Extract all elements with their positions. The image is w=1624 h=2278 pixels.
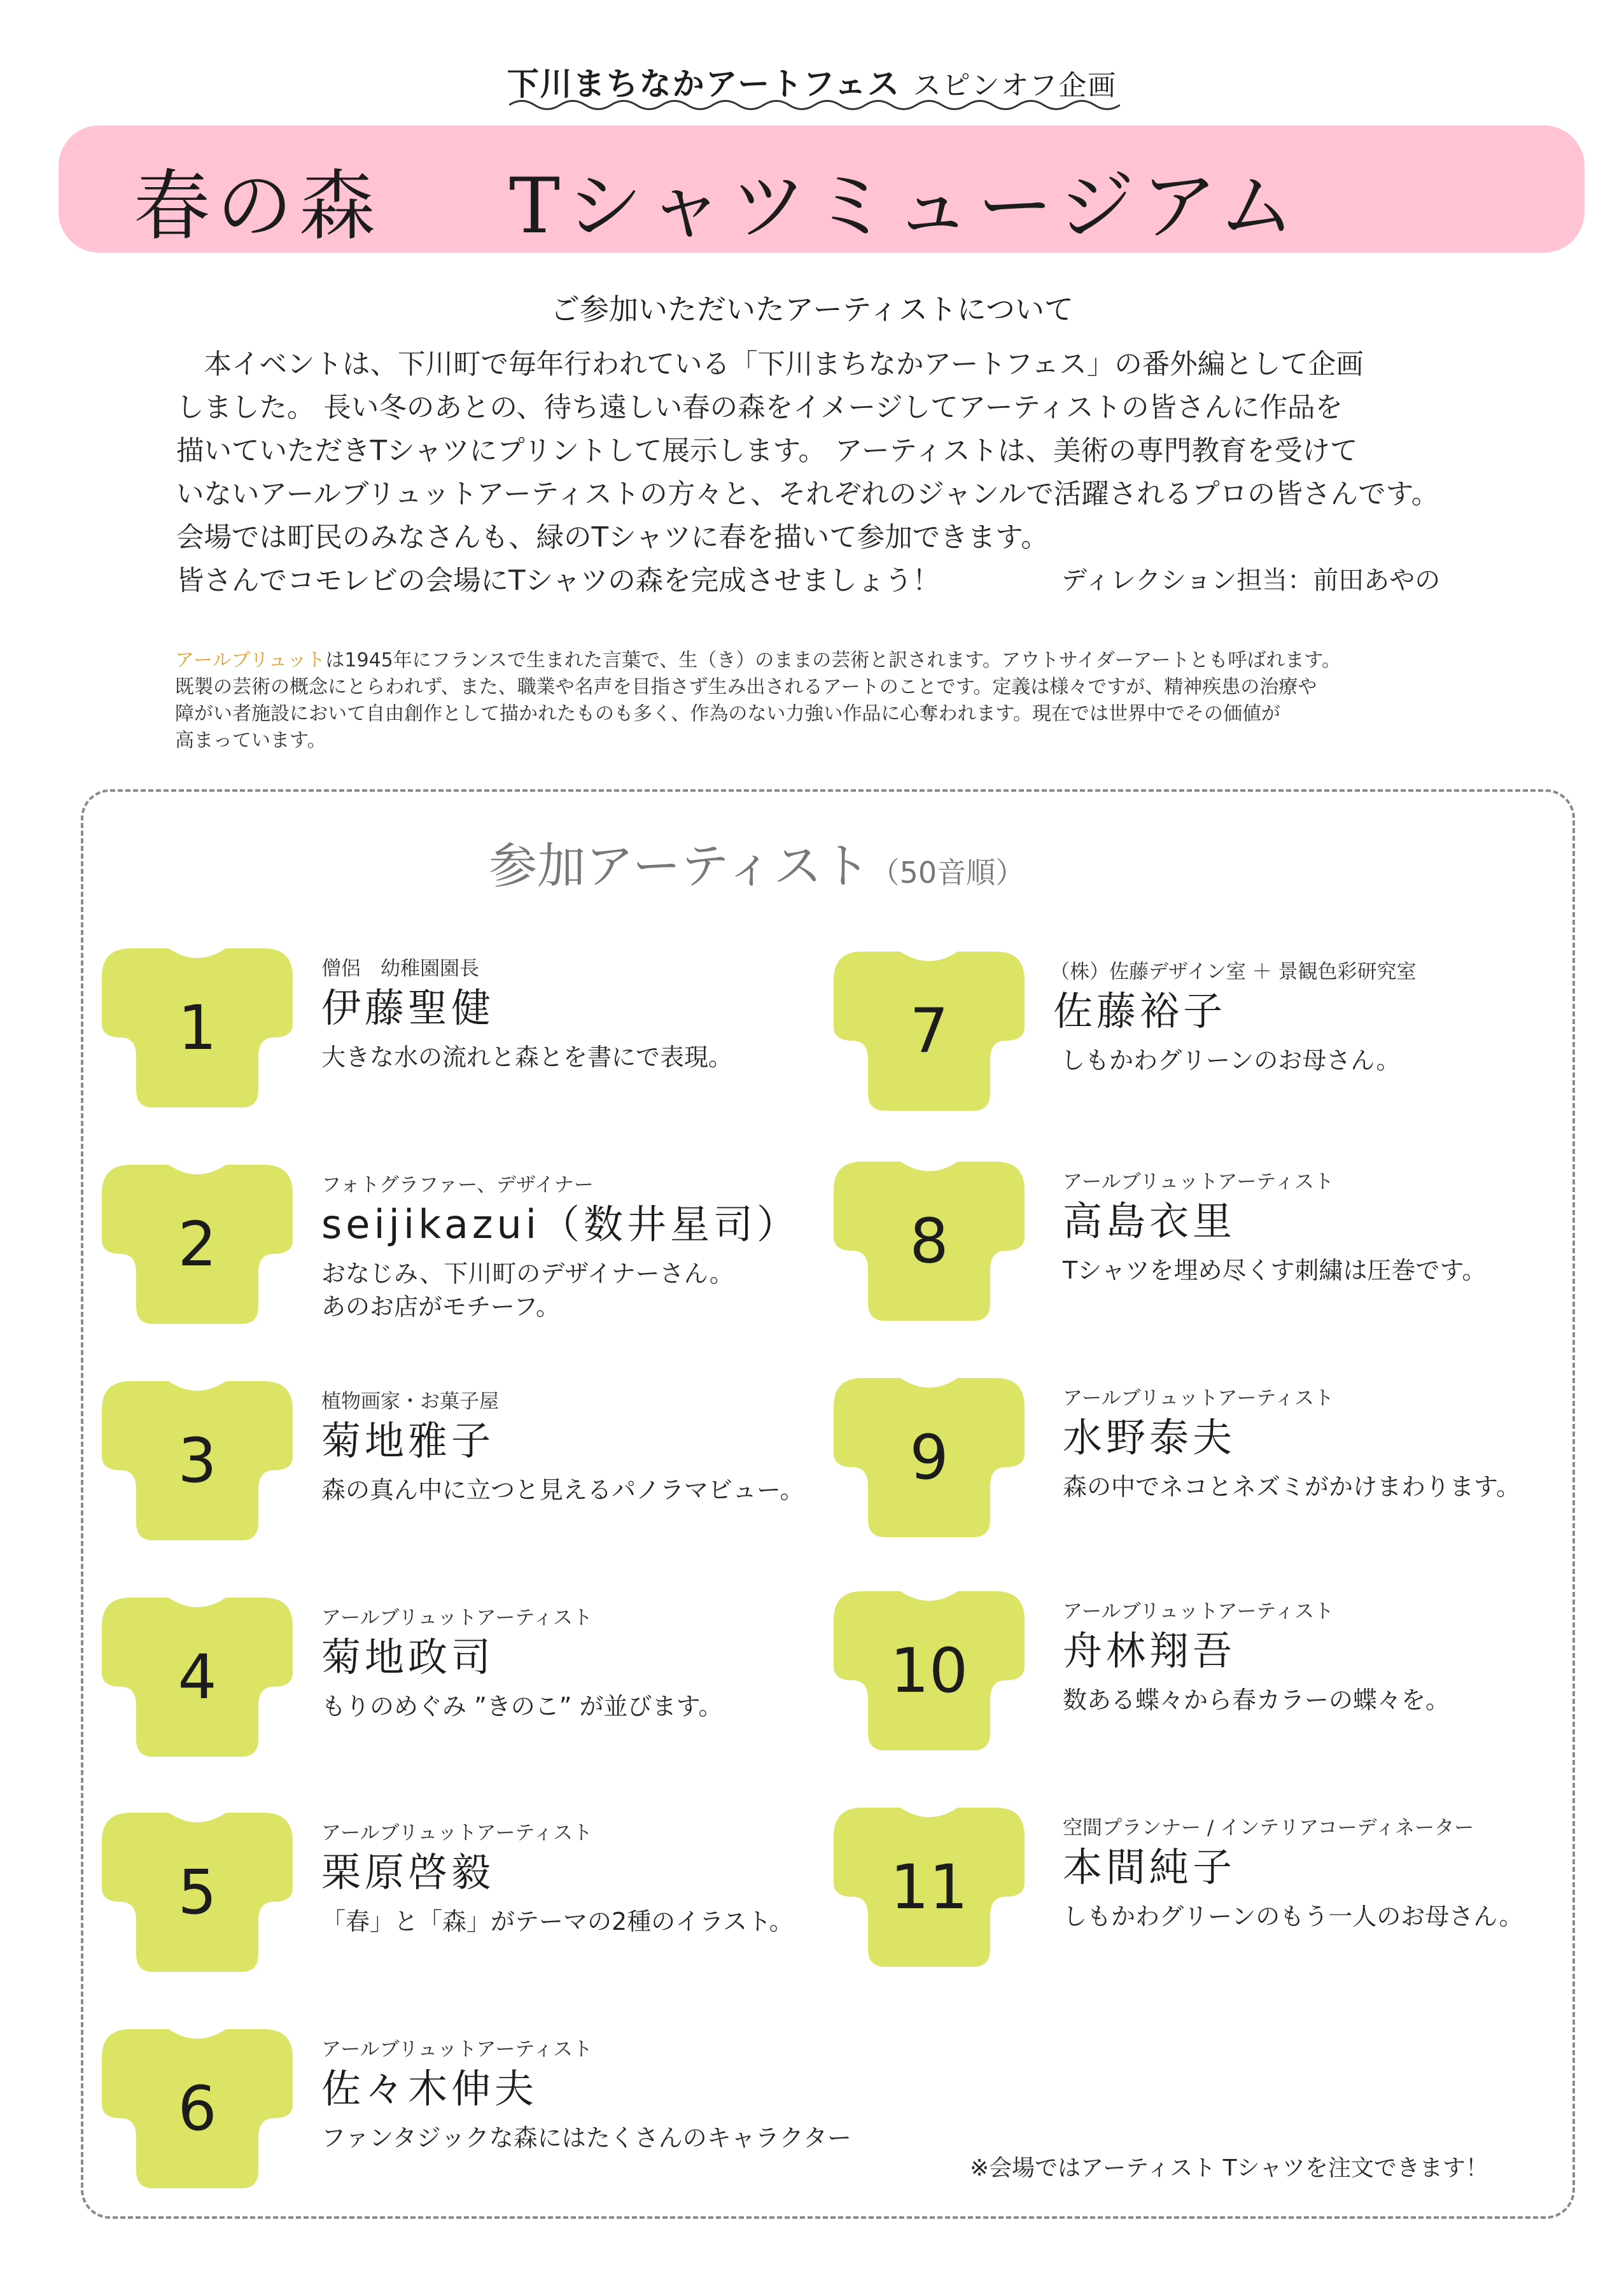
art-brut-note-line: 障がい者施設において自由創作として描かれたものも多く、作為のない力強い作品に心奪われます。現在では世界中でその価値が bbox=[175, 703, 1280, 725]
artist-entry bbox=[834, 1808, 1565, 2011]
artist-entry bbox=[834, 1162, 1565, 1365]
tshirt-icon bbox=[102, 1165, 293, 1324]
artist-entry bbox=[102, 2029, 851, 2233]
main-title-left: 春の森 bbox=[134, 162, 382, 251]
artist-description: 「春」と「森」がテーマの2種のイラスト。 bbox=[321, 1908, 794, 1936]
artist-entry bbox=[834, 1591, 1565, 1795]
artist-description: 森の中でネコとネズミがかけまわります。 bbox=[1063, 1473, 1520, 1501]
art-brut-highlight: アールブリュット bbox=[175, 649, 326, 671]
tshirt-icon bbox=[834, 1162, 1025, 1321]
intro-line: 本イベントは、下川町で毎年行われている「下川まちなかアートフェス」の番外編として企画 bbox=[176, 349, 1364, 381]
artist-description: 大きな水の流れと森とを書にで表現。 bbox=[321, 1043, 733, 1071]
tshirt-icon bbox=[102, 2029, 293, 2188]
main-title bbox=[134, 145, 1301, 255]
artist-description: Tシャツを埋め尽くす刺繍は圧巻です。 bbox=[1063, 1256, 1487, 1284]
artist-name: 高島衣里 bbox=[1063, 1198, 1236, 1244]
artist-name: 水野泰夫 bbox=[1063, 1414, 1236, 1461]
tshirt-icon bbox=[834, 952, 1025, 1111]
artists-heading bbox=[489, 827, 1025, 897]
artist-description: もりのめぐみ ”きのこ” が並びます。 bbox=[321, 1692, 723, 1720]
artist-description: しもかわグリーンのもう一人のお母さん。 bbox=[1063, 1902, 1523, 1930]
artist-role: アールブリュットアーティスト bbox=[321, 1607, 592, 1629]
tshirt-icon bbox=[102, 1813, 293, 1972]
artist-role: 僧侶 幼稚園園長 bbox=[321, 957, 479, 980]
artist-role: アールブリュットアーティスト bbox=[321, 2038, 592, 2061]
artist-number: 10 bbox=[890, 1635, 969, 1706]
artist-entry bbox=[834, 952, 1565, 1155]
artist-entry bbox=[102, 1381, 834, 1585]
tshirt-icon bbox=[834, 1378, 1025, 1537]
artist-number: 1 bbox=[178, 992, 217, 1064]
art-brut-note-line: 高まっています。 bbox=[175, 729, 326, 752]
art-brut-note-line: 既製の芸術の概念にとらわれず、また、職業や名声を目指さず生み出されるアートのことです。定義は様々ですが、精神疾患の治療や bbox=[175, 676, 1317, 698]
order-note: ※会場ではアーティスト Tシャツを注文できます！ bbox=[970, 2155, 1488, 2181]
artist-name: 舟林翔吾 bbox=[1063, 1628, 1236, 1674]
artist-entry bbox=[834, 1378, 1565, 1582]
artist-number: 7 bbox=[909, 995, 949, 1067]
tshirt-icon bbox=[102, 948, 293, 1107]
artist-number: 2 bbox=[178, 1209, 217, 1280]
intro-line: 描いていただきTシャツにプリントして展示します。 アーティストは、美術の専門教育を受けて bbox=[176, 435, 1358, 467]
intro-line: いないアールブリュットアーティストの方々と、それぞれのジャンルで活躍されるプロの皆さんです。 bbox=[176, 479, 1439, 510]
tshirt-icon bbox=[834, 1591, 1025, 1750]
eyebrow-main: 下川まちなかアートフェス bbox=[507, 66, 901, 102]
artist-description: しもかわグリーンのお母さん。 bbox=[1061, 1046, 1401, 1074]
wavy-underline bbox=[509, 95, 1120, 115]
artist-number: 4 bbox=[178, 1642, 217, 1713]
artist-number: 6 bbox=[178, 2073, 217, 2144]
artist-number: 8 bbox=[909, 1206, 949, 1277]
artist-name: 佐藤裕子 bbox=[1053, 988, 1227, 1034]
artist-description: 数ある蝶々から春カラーの蝶々を。 bbox=[1063, 1686, 1450, 1714]
main-title-right: Tシャツミュージアム bbox=[509, 162, 1301, 251]
tshirt-icon bbox=[834, 1808, 1025, 1967]
artist-role: アールブリュットアーティスト bbox=[1063, 1387, 1334, 1410]
intro-line: しました。 長い冬のあとの、待ち遠しい春の森をイメージしてアーティストの皆さんに作品を bbox=[176, 392, 1343, 424]
artist-name: 本間純子 bbox=[1063, 1844, 1236, 1890]
tshirt-icon bbox=[102, 1598, 293, 1757]
art-brut-note-text: は1945年にフランスで生まれた言葉で、生（き）のままの芸術と訳されます。アウトサイダーアートとも呼ばれます。 bbox=[325, 649, 1341, 671]
artist-role: 空間プランナー / インテリアコーディネーター bbox=[1063, 1817, 1474, 1839]
art-brut-note-line bbox=[175, 644, 1341, 672]
tshirt-icon bbox=[102, 1381, 293, 1540]
intro-line: 会場では町民のみなさんも、緑のTシャツに春を描いて参加できます。 bbox=[176, 522, 1049, 554]
artist-name: 菊地政司 bbox=[321, 1634, 495, 1680]
artist-name: 菊地雅子 bbox=[321, 1417, 495, 1464]
artist-name: seijikazui（数井星司） bbox=[321, 1201, 800, 1248]
direction-credit: ディレクション担当：前田あやの bbox=[1061, 566, 1441, 595]
about-heading: ご参加いただいたアーティストについて bbox=[550, 292, 1074, 327]
artist-name: 伊藤聖健 bbox=[321, 985, 495, 1031]
artist-number: 5 bbox=[178, 1857, 217, 1928]
artist-number: 11 bbox=[890, 1852, 969, 1923]
intro-line: 皆さんでコモレビの会場にTシャツの森を完成させましょう！ bbox=[176, 565, 941, 597]
artist-description: おなじみ、下川町のデザイナーさん。 あのお店がモチーフ。 bbox=[321, 1260, 734, 1321]
artist-entry bbox=[102, 1813, 834, 2016]
artist-entry bbox=[102, 1165, 834, 1368]
artist-number: 3 bbox=[178, 1425, 217, 1496]
artist-role: フォトグラファー、デザイナー bbox=[321, 1174, 594, 1197]
artist-entry bbox=[102, 1598, 834, 1801]
artist-role: 植物画家・お菓子屋 bbox=[321, 1390, 499, 1413]
artist-role: （株）佐藤デザイン室 ＋ 景観色彩研究室 bbox=[1050, 960, 1417, 983]
artist-role: アールブリュットアーティスト bbox=[1063, 1171, 1334, 1193]
artist-description: 森の真ん中に立つと見えるパノラマビュー。 bbox=[321, 1476, 804, 1504]
eyebrow-sub: スピンオフ企画 bbox=[913, 69, 1117, 102]
artists-heading-sub: （50音順） bbox=[870, 855, 1025, 890]
artist-name: 栗原啓毅 bbox=[321, 1849, 495, 1895]
artist-role: アールブリュットアーティスト bbox=[321, 1822, 592, 1845]
artist-role: アールブリュットアーティスト bbox=[1063, 1600, 1334, 1623]
artist-entry bbox=[102, 948, 834, 1152]
artist-name: 佐々木伸夫 bbox=[321, 2065, 538, 2112]
artist-number: 9 bbox=[909, 1422, 949, 1493]
artist-description: ファンタジックな森にはたくさんのキャラクター bbox=[321, 2124, 851, 2152]
artists-heading-text: 参加アーティスト bbox=[489, 838, 871, 894]
